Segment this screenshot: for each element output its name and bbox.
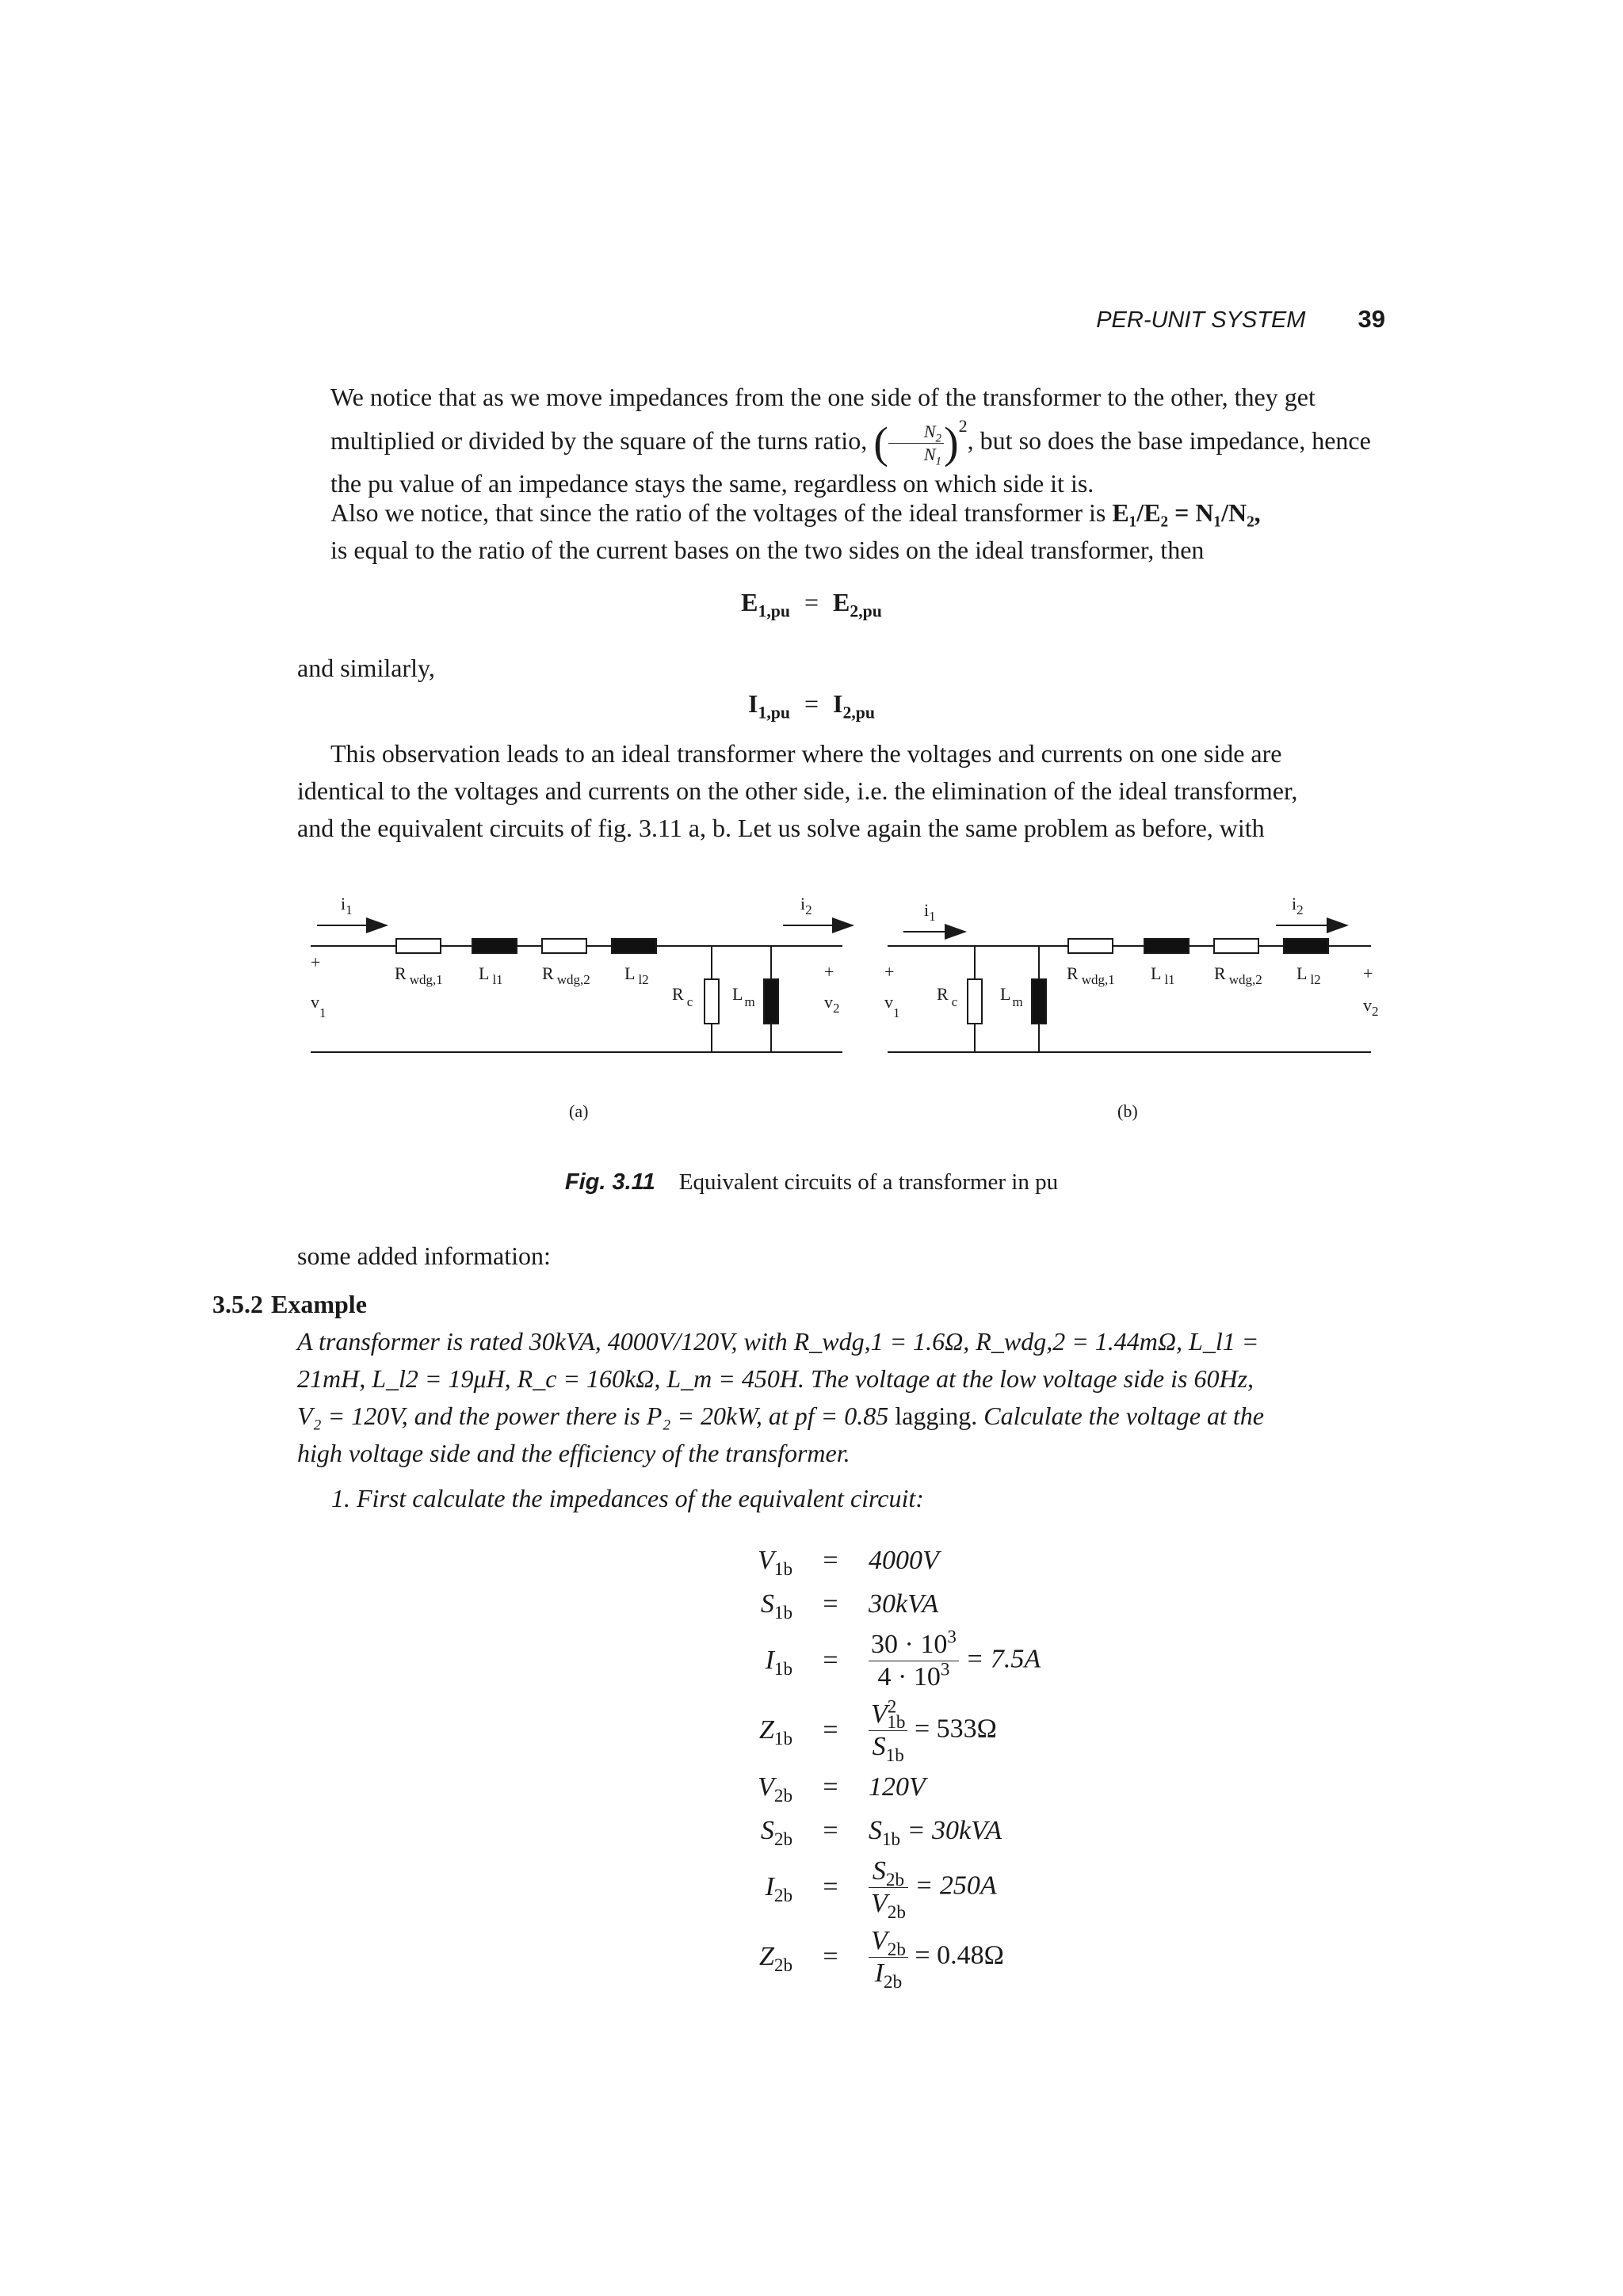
- eq-lhs: $I_{1b}$: [765, 1646, 792, 1680]
- circuit-b-labels: [884, 894, 1379, 1121]
- text-fragment: multiplied or divided by the square of the turns ratio,: [330, 426, 868, 455]
- label-i1: $i_1$: [924, 900, 936, 924]
- label-r-wdg2: R $_{wdg,2}$: [1214, 963, 1262, 987]
- section-number: 3.5.2: [212, 1290, 263, 1318]
- left-paren: (: [873, 418, 888, 468]
- ratio-numerator: N: [923, 421, 936, 442]
- eq-rhs: 4000V: [869, 1545, 939, 1575]
- magnetizing-inductor: [764, 979, 778, 1024]
- eq-lhs-sub: 1,pu: [758, 703, 790, 723]
- circuit-b: [888, 925, 1371, 1052]
- figure-caption-text: Equivalent circuits of a transformer in pu: [678, 1169, 1059, 1195]
- ratio-exponent: 2: [958, 416, 968, 436]
- eq-lhs: E: [741, 588, 758, 616]
- leakage-inductor-2: [612, 939, 656, 953]
- label-r-wdg1: R $_{wdg,1}$: [395, 963, 443, 987]
- running-title: PER-UNIT SYSTEM: [1096, 307, 1306, 333]
- eq-operator: =: [823, 1589, 838, 1619]
- inline-math: E₁/E₂ = N₁/N₂,: [1112, 498, 1261, 527]
- label-rc: R $_c$: [937, 984, 958, 1009]
- text-fragment-upright: lagging.: [895, 1402, 978, 1430]
- label-rc: R $_c$: [672, 984, 693, 1009]
- eq-operator: =: [823, 1872, 838, 1901]
- eq-rhs: [869, 1695, 1041, 1765]
- eq-result: = 0.48Ω: [915, 1939, 1004, 1970]
- eq-operator: =: [823, 1646, 838, 1675]
- eq-lhs: I: [748, 689, 758, 718]
- label-l-l1: L $_{l1}$: [1151, 963, 1175, 987]
- right-paren: ): [944, 418, 959, 468]
- eq-lhs: $V_{1b}$: [758, 1545, 792, 1580]
- eq-lhs: $V_{2b}$: [758, 1772, 792, 1806]
- text-line: high voltage side and the efficiency of the transformer.: [297, 1439, 850, 1467]
- eq-rhs: 30kVA: [869, 1589, 939, 1619]
- leakage-inductor-2: [1284, 939, 1328, 953]
- text-fragment: Also we notice, that since the ratio of the voltages of the ideal transformer is: [330, 498, 1106, 527]
- text-line: This observation leads to an ideal transformer where the voltages and currents on one side are: [330, 739, 1282, 768]
- eq-result: = 7.5A: [965, 1643, 1041, 1673]
- label-plus-left: +: [311, 952, 321, 972]
- ratio-numerator-sub: 2: [935, 432, 942, 445]
- winding-resistor-1: [1068, 939, 1113, 953]
- core-resistor: [968, 979, 982, 1024]
- equation-row: [697, 1626, 1041, 1695]
- fraction: $\frac{30 \cdot 10^3}{4 \cdot 10^3}$: [869, 1631, 959, 1691]
- label-r-wdg1: R $_{wdg,1}$: [1067, 963, 1115, 987]
- eq-rhs: E: [833, 588, 850, 616]
- label-i2: $i_2$: [800, 894, 812, 917]
- eq-operator: =: [823, 1545, 838, 1575]
- equation-row: [697, 1852, 1041, 1922]
- some-added-text: some added information:: [297, 1241, 551, 1270]
- label-plus-right: +: [824, 962, 834, 982]
- equation-row: [697, 1695, 1041, 1765]
- base-values-equations: [697, 1539, 1041, 1992]
- eq-rhs: [869, 1626, 1041, 1695]
- eq-rhs: I: [833, 689, 843, 718]
- fraction: $\frac{V_{2b}}{I_{2b}}$: [869, 1928, 908, 1987]
- text-line: 21mH, L_l2 = 19μH, R_c = 160kΩ, L_m = 450H. The voltage at the low voltage side is 60Hz,: [297, 1364, 1254, 1393]
- circuit-a-labels: [311, 894, 840, 1121]
- text-line: identical to the voltages and currents on the other side, i.e. the elimination of the ideal transformer,: [297, 776, 1298, 805]
- core-resistor: [705, 979, 719, 1024]
- label-v2: $v_2$: [824, 992, 840, 1016]
- section-title: Example: [271, 1290, 367, 1318]
- page-number: 39: [1358, 305, 1385, 333]
- eq-operator: =: [823, 1815, 838, 1845]
- label-l-l2: L $_{l2}$: [1296, 963, 1321, 987]
- equation-row: [697, 1582, 1041, 1626]
- ratio-denominator-sub: 1: [935, 455, 942, 468]
- eq-rhs-sub: 2,pu: [850, 601, 882, 621]
- winding-resistor-1: [396, 939, 441, 953]
- text-line: is equal to the ratio of the current bases on the two sides on the ideal transformer, then: [330, 536, 1205, 564]
- eq-lhs-sub: 1,pu: [758, 601, 790, 621]
- text-line: the pu value of an impedance stays the same, regardless on which side it is.: [330, 469, 1094, 498]
- eq-result: = 533Ω: [914, 1713, 997, 1743]
- text-line: A transformer is rated 30kVA, 4000V/120V, with R_wdg,1 = 1.6Ω, R_wdg,2 = 1.44mΩ, L_l1 =: [297, 1327, 1259, 1356]
- label-lm: L $_m$: [1000, 984, 1023, 1009]
- label-l-l1: L $_{l1}$: [479, 963, 503, 987]
- eq-operator: =: [823, 1772, 838, 1802]
- eq-operator: =: [804, 588, 819, 616]
- label-i1: $i_1$: [341, 894, 353, 917]
- figure-caption: [0, 1169, 1623, 1196]
- text-fragment: , but so does the base impedance, hence: [967, 426, 1371, 455]
- label-r-wdg2: R $_{wdg,2}$: [542, 963, 590, 987]
- section-heading: [212, 1290, 367, 1319]
- leakage-inductor-1: [472, 939, 517, 953]
- eq-result: = 250A: [915, 1870, 997, 1900]
- eq-rhs: [869, 1852, 1041, 1922]
- and-similarly-text: and similarly,: [297, 654, 435, 682]
- label-l-l2: L $_{l2}$: [624, 963, 649, 987]
- ratio-denominator: N: [923, 444, 936, 465]
- label-i2: $i_2$: [1292, 894, 1304, 917]
- label-v1: $v_1$: [311, 992, 327, 1020]
- label-lm: L $_m$: [732, 984, 755, 1009]
- fraction: $\frac{S_{2b}}{V_{2b}}$: [869, 1858, 908, 1917]
- equation-row: [697, 1765, 1041, 1809]
- eq-rhs: 120V: [869, 1772, 926, 1802]
- label-circuit-b: (b): [1117, 1101, 1138, 1121]
- fraction: $\frac{V^2_{1b}}{S_{1b}}$: [869, 1701, 907, 1760]
- label-v1: $v_1$: [884, 992, 900, 1020]
- eq-rhs: $S_{1b} = 30kVA$: [869, 1815, 1002, 1850]
- eq-rhs-sub: 2,pu: [842, 703, 875, 723]
- eq-lhs: $Z_{2b}$: [758, 1942, 792, 1976]
- circuit-a: [311, 925, 853, 1052]
- magnetizing-inductor: [1032, 979, 1046, 1024]
- equation-row: [697, 1809, 1041, 1852]
- leakage-inductor-1: [1144, 939, 1189, 953]
- equation-row: [697, 1922, 1041, 1992]
- label-plus-right: +: [1363, 963, 1373, 983]
- label-v2: $v_2$: [1363, 995, 1379, 1019]
- step-1-text: 1. First calculate the impedances of the equivalent circuit:: [331, 1484, 924, 1512]
- example-statement: [297, 1323, 1387, 1472]
- eq-lhs: $I_{2b}$: [765, 1872, 792, 1906]
- eq-lhs: $S_{2b}$: [760, 1815, 792, 1850]
- eq-lhs: $Z_{1b}$: [758, 1715, 792, 1749]
- eq-operator: =: [823, 1715, 838, 1745]
- text-fragment: Calculate the voltage at the: [983, 1402, 1264, 1430]
- text-line: and the equivalent circuits of fig. 3.11 a, b. Let us solve again the same problem as before, with: [297, 814, 1265, 842]
- eq-operator: =: [804, 689, 819, 718]
- eq-operator: =: [823, 1942, 838, 1971]
- figure-number: Fig. 3.11: [564, 1169, 655, 1195]
- winding-resistor-2: [542, 939, 586, 953]
- equation-row: [697, 1539, 1041, 1582]
- text-fragment: V₂ = 120V, and the power there is P₂ = 20kW, at pf = 0.85: [297, 1402, 889, 1430]
- label-circuit-a: (a): [569, 1101, 589, 1121]
- text-line: [297, 1398, 1387, 1435]
- eq-lhs: $S_{1b}$: [760, 1589, 792, 1623]
- winding-resistor-2: [1214, 939, 1258, 953]
- eq-rhs: [869, 1922, 1041, 1992]
- label-plus-left: +: [884, 962, 895, 982]
- text-line: We notice that as we move impedances from the one side of the transformer to the other, they get: [330, 383, 1316, 411]
